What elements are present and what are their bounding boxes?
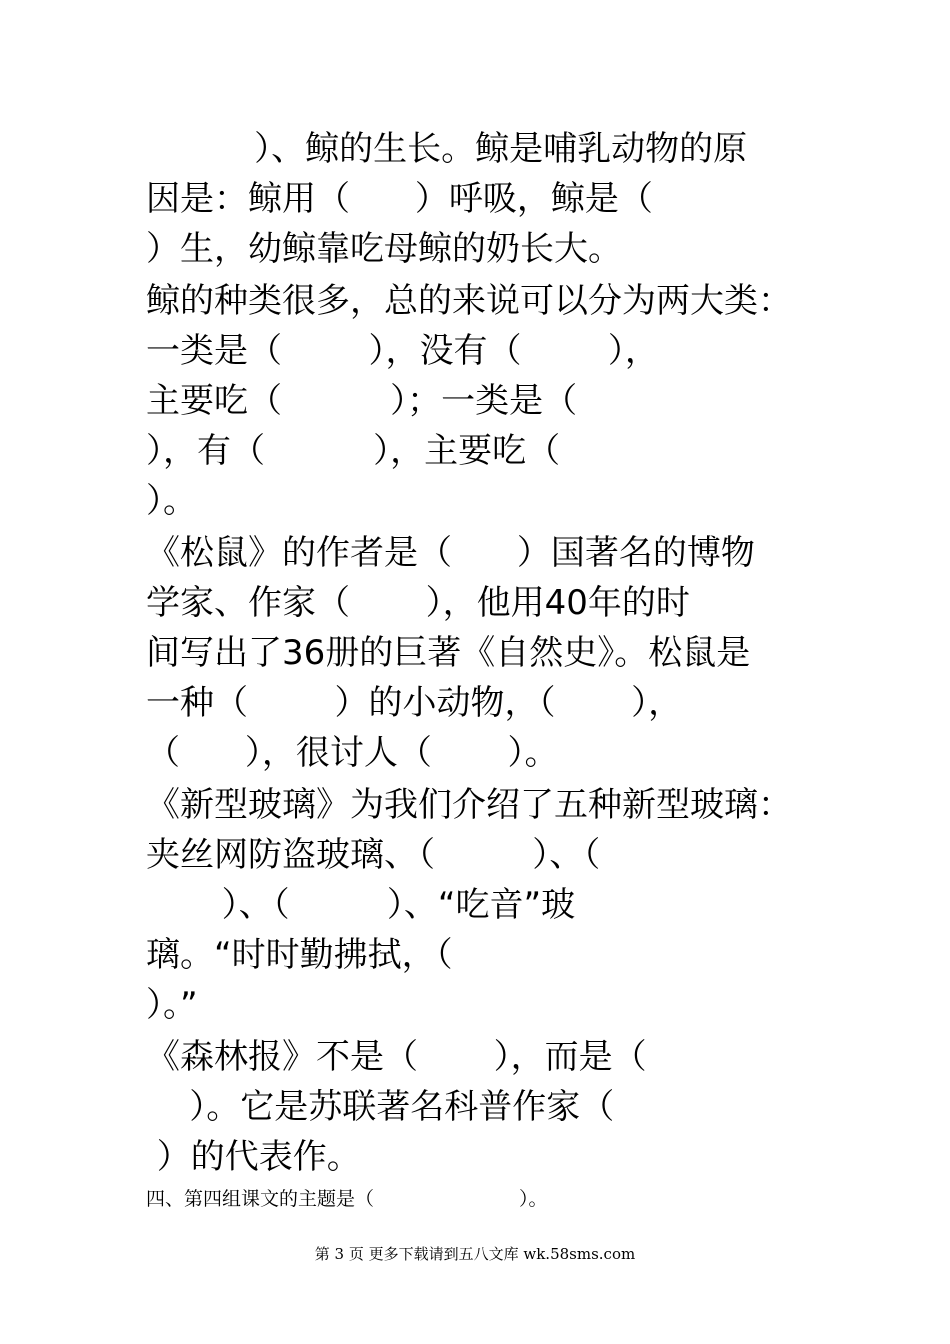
text-line: ）。 xyxy=(146,481,197,521)
text-line: 鲸的种类很多，总的来说可以分为两大类： xyxy=(146,281,792,321)
text-line: 主要吃（ ）；一类是（ xyxy=(146,381,578,421)
text-line: ）、（ ）、“吃音”玻 xyxy=(146,885,576,925)
text-line: ），有（ ），主要吃（ xyxy=(146,431,561,471)
page-footer: 第 3 页 更多下载请到五八文库 wk.58sms.com xyxy=(314,1245,636,1263)
text-line: 学家、作家（ ），他用40年的时 xyxy=(146,583,690,623)
text-line: ）。它是苏联著名科普作家（ xyxy=(146,1087,615,1127)
question-line: 四、第四组课文的主题是（ ）。 xyxy=(146,1188,548,1210)
text-line: ）生，幼鲸靠吃母鲸的奶长大。 xyxy=(146,229,622,269)
text-line: 间写出了36册的巨著《自然史》。松鼠是 xyxy=(146,633,751,673)
text-line: 因是：鲸用（ ）呼吸，鲸是（ xyxy=(146,179,653,219)
text-line: 《松鼠》的作者是（ ）国著名的博物 xyxy=(146,533,755,573)
text-line: 一类是（ ），没有（ ）， xyxy=(146,331,659,371)
text-line: ）的代表作。 xyxy=(146,1137,361,1177)
text-line: ）、鲸的生长。鲸是哺乳动物的原 xyxy=(146,129,748,169)
text-line: （ ），很讨人（ ）。 xyxy=(146,733,559,773)
text-line: 一种（ ）的小动物，（ ）， xyxy=(146,683,683,723)
text-line: 《森林报》不是（ ），而是（ xyxy=(146,1037,647,1077)
text-line: ）。” xyxy=(146,985,198,1025)
text-line: 夹丝网防盗玻璃、（ ）、（ xyxy=(146,835,601,875)
text-line: 璃。“时时勤拂拭，（ xyxy=(146,935,453,975)
text-line: 《新型玻璃》为我们介绍了五种新型玻璃： xyxy=(146,785,792,825)
